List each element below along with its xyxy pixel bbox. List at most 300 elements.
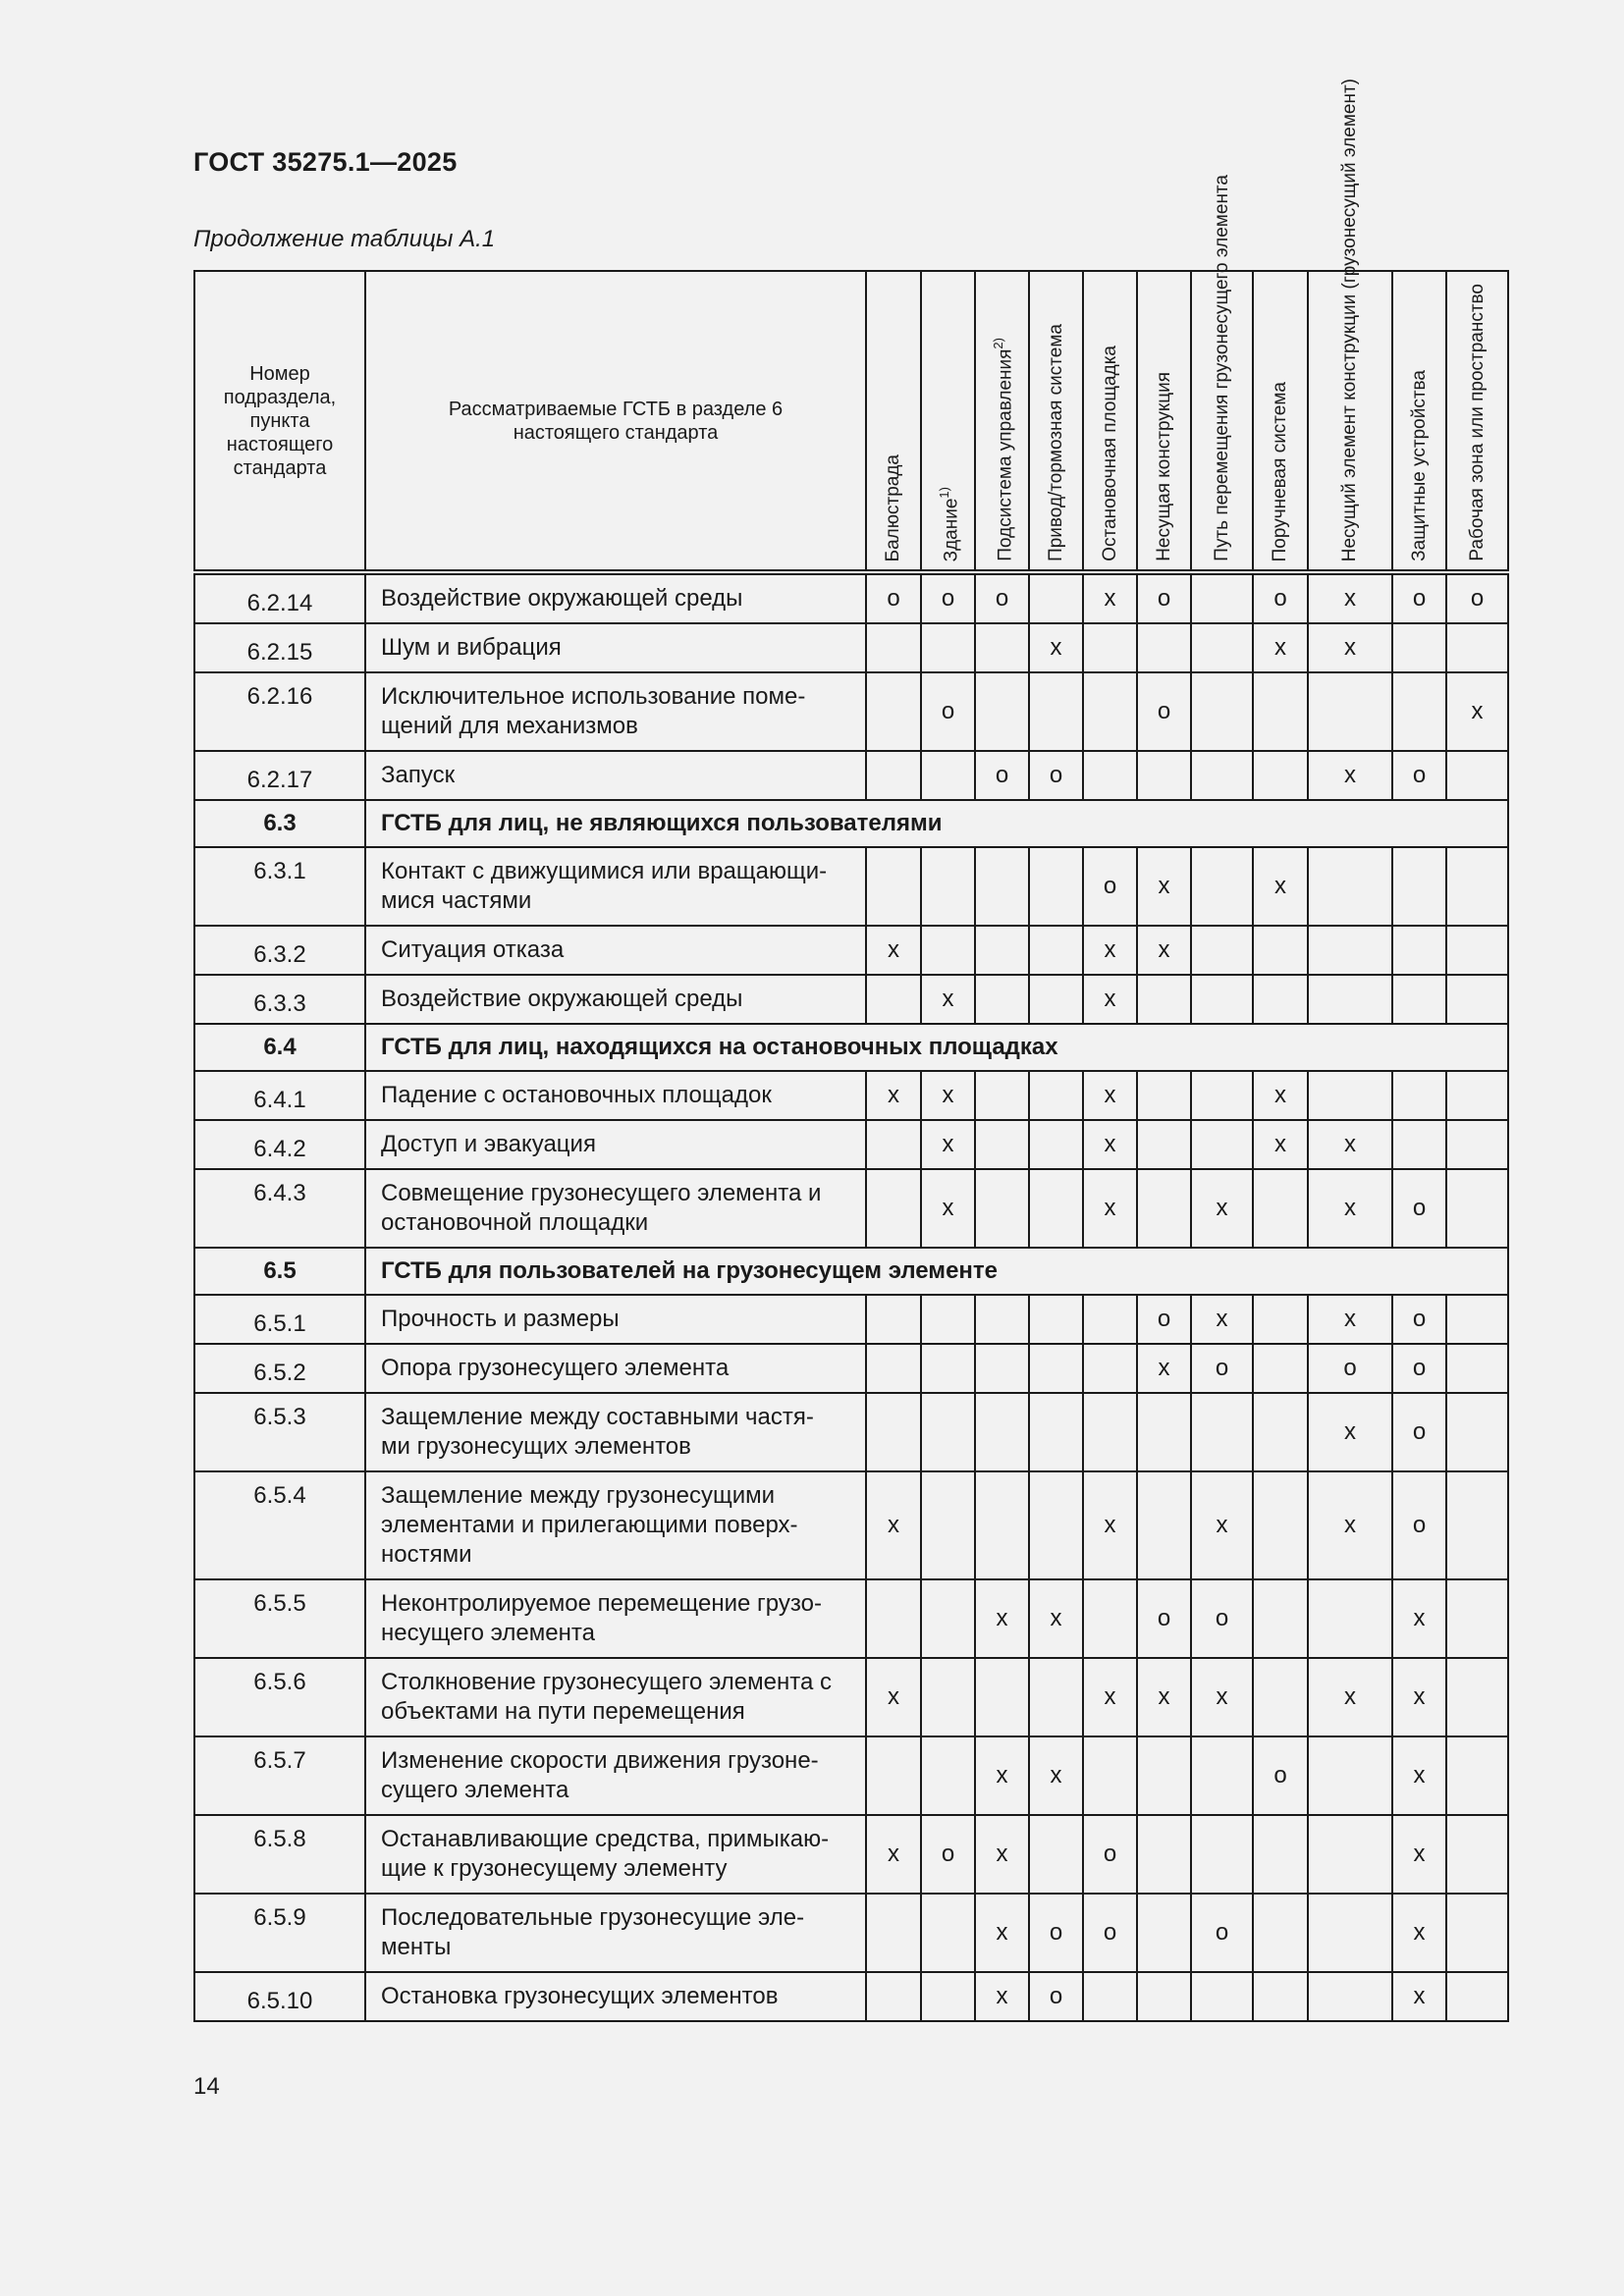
mark-cell: х <box>1392 1736 1446 1815</box>
table-row <box>194 1344 1508 1393</box>
mark-cell: х <box>1029 1579 1083 1658</box>
column-header-label: Здание <box>941 498 962 561</box>
mark-cell <box>1392 975 1446 1024</box>
mark-cell <box>1083 1295 1137 1344</box>
mark-cell: о <box>1392 572 1446 623</box>
mark-cell <box>1446 1169 1508 1248</box>
mark-cell <box>1308 1972 1392 2021</box>
mark-cell <box>1191 1815 1253 1894</box>
mark-cell <box>1392 926 1446 975</box>
mark-cell <box>1446 1579 1508 1658</box>
column-header-component <box>1308 78 1392 572</box>
column-header-component <box>1083 271 1137 572</box>
table-row <box>194 847 1508 926</box>
mark-cell: х <box>921 1169 975 1248</box>
mark-cell: х <box>1083 1658 1137 1736</box>
mark-cell: х <box>1392 1815 1446 1894</box>
table-row <box>194 1815 1508 1894</box>
mark-cell <box>921 1344 975 1393</box>
hazard-description: Останавливающие средства, примыкаю- щие к грузонесущему элементу <box>365 1815 866 1894</box>
mark-cell: х <box>866 1071 921 1120</box>
row-number: 6.4.2 <box>194 1120 365 1169</box>
mark-cell: х <box>975 1579 1029 1658</box>
hazard-description: Шум и вибрация <box>365 623 866 672</box>
mark-cell <box>921 926 975 975</box>
mark-cell <box>866 623 921 672</box>
mark-cell: х <box>1308 1393 1392 1471</box>
mark-cell: о <box>1392 1344 1446 1393</box>
mark-cell <box>1029 847 1083 926</box>
mark-cell <box>1191 926 1253 975</box>
mark-cell <box>1308 926 1392 975</box>
table-row <box>194 1471 1508 1579</box>
row-number: 6.2.16 <box>194 672 365 751</box>
mark-cell <box>921 1894 975 1972</box>
column-header-component <box>1253 271 1308 572</box>
table-row <box>194 1579 1508 1658</box>
mark-cell: о <box>1253 572 1308 623</box>
mark-cell <box>1191 751 1253 800</box>
mark-cell <box>866 847 921 926</box>
mark-cell: х <box>975 1815 1029 1894</box>
mark-cell: х <box>866 1471 921 1579</box>
mark-cell: о <box>1029 1894 1083 1972</box>
mark-cell: х <box>1029 1736 1083 1815</box>
mark-cell <box>975 672 1029 751</box>
mark-cell <box>921 1658 975 1736</box>
mark-cell: о <box>1392 1295 1446 1344</box>
mark-cell <box>1446 1972 1508 2021</box>
mark-cell: х <box>1191 1471 1253 1579</box>
mark-cell: о <box>1392 1393 1446 1471</box>
mark-cell <box>866 1579 921 1658</box>
section-title: ГСТБ для лиц, не являющихся пользователями <box>365 800 1508 847</box>
mark-cell: о <box>1191 1344 1253 1393</box>
mark-cell <box>1191 1071 1253 1120</box>
mark-cell: о <box>1083 847 1137 926</box>
mark-cell <box>1029 1393 1083 1471</box>
footnote-marker: 1) <box>936 486 951 499</box>
mark-cell <box>866 1169 921 1248</box>
mark-cell: о <box>1392 751 1446 800</box>
mark-cell: х <box>1308 1658 1392 1736</box>
mark-cell <box>1083 1393 1137 1471</box>
mark-cell <box>921 1471 975 1579</box>
mark-cell: х <box>1083 926 1137 975</box>
mark-cell <box>1446 926 1508 975</box>
mark-cell: х <box>1392 1894 1446 1972</box>
mark-cell: х <box>921 1071 975 1120</box>
mark-cell <box>1029 926 1083 975</box>
row-number: 6.3.2 <box>194 926 365 975</box>
mark-cell <box>1253 1169 1308 1248</box>
mark-cell <box>866 1894 921 1972</box>
hazard-description: Защемление между составными частя- ми грузонесущих элементов <box>365 1393 866 1471</box>
row-number: 6.5.9 <box>194 1894 365 1972</box>
mark-cell <box>1083 751 1137 800</box>
mark-cell <box>1308 1579 1392 1658</box>
mark-cell <box>866 1295 921 1344</box>
hazard-description: Падение с остановочных площадок <box>365 1071 866 1120</box>
mark-cell <box>921 1393 975 1471</box>
column-header-label: Защитные устройства <box>1408 370 1430 561</box>
column-header-hazard: Рассматриваемые ГСТБ в разделе 6 настоящего стандарта <box>365 271 866 572</box>
column-header-label: Подсистема управления <box>995 348 1016 561</box>
mark-cell: х <box>1191 1658 1253 1736</box>
mark-cell <box>1029 572 1083 623</box>
mark-cell <box>866 751 921 800</box>
mark-cell <box>1253 1471 1308 1579</box>
mark-cell <box>1191 1972 1253 2021</box>
mark-cell <box>1191 672 1253 751</box>
mark-cell <box>1253 1393 1308 1471</box>
mark-cell: х <box>1253 847 1308 926</box>
column-header-label: Балюстрада <box>883 454 903 561</box>
mark-cell: х <box>866 926 921 975</box>
mark-cell <box>1137 1471 1191 1579</box>
mark-cell <box>975 1471 1029 1579</box>
mark-cell <box>1137 1894 1191 1972</box>
mark-cell: х <box>1083 975 1137 1024</box>
column-header-label: Несущая конструкция <box>1153 372 1174 561</box>
mark-cell <box>1446 1344 1508 1393</box>
mark-cell <box>1446 847 1508 926</box>
mark-cell <box>1446 1471 1508 1579</box>
mark-cell <box>1253 926 1308 975</box>
mark-cell: х <box>1083 1071 1137 1120</box>
column-header-label: Привод/тормозная система <box>1045 324 1066 561</box>
mark-cell: о <box>1137 1295 1191 1344</box>
column-header-label: Путь перемещения грузонесущего элемента <box>1211 175 1232 561</box>
mark-cell: о <box>1392 1471 1446 1579</box>
mark-cell: х <box>921 1120 975 1169</box>
mark-cell: о <box>1029 751 1083 800</box>
mark-cell <box>1083 1579 1137 1658</box>
mark-cell <box>1308 1071 1392 1120</box>
mark-cell: о <box>1308 1344 1392 1393</box>
mark-cell: х <box>1137 1344 1191 1393</box>
mark-cell <box>1392 847 1446 926</box>
column-header-component <box>1446 271 1508 572</box>
table-row <box>194 1894 1508 1972</box>
mark-cell: о <box>975 572 1029 623</box>
mark-cell <box>1392 623 1446 672</box>
hazard-description: Запуск <box>365 751 866 800</box>
mark-cell <box>1191 1736 1253 1815</box>
section-number: 6.5 <box>194 1248 365 1295</box>
mark-cell: х <box>1083 1120 1137 1169</box>
mark-cell <box>1137 1972 1191 2021</box>
mark-cell <box>1029 1169 1083 1248</box>
column-header-component <box>1137 271 1191 572</box>
mark-cell: х <box>1392 1972 1446 2021</box>
mark-cell <box>1191 1120 1253 1169</box>
row-number: 6.5.3 <box>194 1393 365 1471</box>
section-number: 6.3 <box>194 800 365 847</box>
mark-cell <box>1137 975 1191 1024</box>
mark-cell <box>1308 975 1392 1024</box>
mark-cell <box>1446 1658 1508 1736</box>
section-row <box>194 800 1508 847</box>
mark-cell: о <box>1029 1972 1083 2021</box>
mark-cell: х <box>1308 1120 1392 1169</box>
mark-cell <box>921 1972 975 2021</box>
mark-cell: х <box>1029 623 1083 672</box>
section-title: ГСТБ для лиц, находящихся на остановочных площадках <box>365 1024 1508 1071</box>
column-header-number: Номер подраздела, пункта настоящего стандарта <box>194 271 365 572</box>
mark-cell <box>1308 1815 1392 1894</box>
mark-cell <box>1253 1579 1308 1658</box>
mark-cell <box>921 1579 975 1658</box>
row-number: 6.5.10 <box>194 1972 365 2021</box>
hazard-description: Ситуация отказа <box>365 926 866 975</box>
mark-cell <box>1029 1344 1083 1393</box>
hazard-description: Изменение скорости движения грузоне- сущего элемента <box>365 1736 866 1815</box>
table-row <box>194 751 1508 800</box>
mark-cell <box>1191 1393 1253 1471</box>
mark-cell: х <box>1308 623 1392 672</box>
mark-cell: о <box>1137 572 1191 623</box>
mark-cell: х <box>1308 1169 1392 1248</box>
mark-cell: х <box>866 1815 921 1894</box>
hazard-description: Опора грузонесущего элемента <box>365 1344 866 1393</box>
row-number: 6.5.1 <box>194 1295 365 1344</box>
column-header-component <box>1029 271 1083 572</box>
mark-cell <box>866 1344 921 1393</box>
footnote-marker: 2) <box>990 338 1005 349</box>
mark-cell <box>1191 847 1253 926</box>
hazard-description: Контакт с движущимися или вращающи- мися частями <box>365 847 866 926</box>
document-title: ГОСТ 35275.1—2025 <box>193 147 458 177</box>
column-header-label: Несущий элемент конструкции (грузонесущий элемент) <box>1339 78 1360 561</box>
mark-cell <box>1191 572 1253 623</box>
mark-cell <box>1083 1972 1137 2021</box>
mark-cell <box>1446 623 1508 672</box>
mark-cell <box>1029 1471 1083 1579</box>
mark-cell <box>866 672 921 751</box>
mark-cell <box>1253 1658 1308 1736</box>
mark-cell: х <box>975 1736 1029 1815</box>
mark-cell <box>1446 1120 1508 1169</box>
column-header-label: Поручневая система <box>1270 381 1290 561</box>
mark-cell <box>1083 623 1137 672</box>
mark-cell <box>1253 751 1308 800</box>
mark-cell: х <box>975 1894 1029 1972</box>
mark-cell <box>1083 672 1137 751</box>
mark-cell: о <box>1137 1579 1191 1658</box>
column-header-component <box>1191 175 1253 572</box>
section-title: ГСТБ для пользователей на грузонесущем элементе <box>365 1248 1508 1295</box>
mark-cell: х <box>1083 572 1137 623</box>
table-row <box>194 926 1508 975</box>
section-number: 6.4 <box>194 1024 365 1071</box>
mark-cell: х <box>1446 672 1508 751</box>
mark-cell <box>1446 1393 1508 1471</box>
column-header-label: Рабочая зона или пространство <box>1466 284 1488 561</box>
table-row <box>194 1736 1508 1815</box>
mark-cell: о <box>1137 672 1191 751</box>
table-row <box>194 1169 1508 1248</box>
mark-cell: х <box>1191 1169 1253 1248</box>
mark-cell: х <box>1308 1295 1392 1344</box>
hazard-description: Доступ и эвакуация <box>365 1120 866 1169</box>
mark-cell: х <box>1253 1071 1308 1120</box>
table-row <box>194 975 1508 1024</box>
mark-cell <box>866 1736 921 1815</box>
mark-cell: х <box>921 975 975 1024</box>
column-header-component <box>975 271 1029 572</box>
mark-cell: х <box>866 1658 921 1736</box>
mark-cell: х <box>1137 847 1191 926</box>
row-number: 6.5.2 <box>194 1344 365 1393</box>
mark-cell <box>1083 1344 1137 1393</box>
mark-cell <box>975 975 1029 1024</box>
mark-cell <box>1392 672 1446 751</box>
table-row <box>194 1393 1508 1471</box>
mark-cell: х <box>1392 1658 1446 1736</box>
row-number: 6.5.6 <box>194 1658 365 1736</box>
mark-cell: х <box>1191 1295 1253 1344</box>
hazard-description: Воздействие окружающей среды <box>365 975 866 1024</box>
mark-cell: о <box>921 1815 975 1894</box>
mark-cell <box>1253 1894 1308 1972</box>
mark-cell: х <box>1137 926 1191 975</box>
mark-cell: о <box>1446 572 1508 623</box>
mark-cell <box>1446 1736 1508 1815</box>
mark-cell <box>1029 975 1083 1024</box>
mark-cell <box>921 847 975 926</box>
mark-cell <box>921 1736 975 1815</box>
mark-cell <box>866 975 921 1024</box>
mark-cell <box>1446 1295 1508 1344</box>
row-number: 6.4.1 <box>194 1071 365 1120</box>
mark-cell: о <box>866 572 921 623</box>
mark-cell <box>1137 1393 1191 1471</box>
mark-cell <box>1137 1071 1191 1120</box>
row-number: 6.3.3 <box>194 975 365 1024</box>
mark-cell <box>975 1295 1029 1344</box>
column-header-component <box>866 271 921 572</box>
mark-cell <box>1392 1120 1446 1169</box>
mark-cell: о <box>1083 1894 1137 1972</box>
mark-cell: о <box>1191 1894 1253 1972</box>
mark-cell: х <box>1253 1120 1308 1169</box>
hazard-description: Воздействие окружающей среды <box>365 572 866 623</box>
row-number: 6.5.5 <box>194 1579 365 1658</box>
mark-cell <box>1446 975 1508 1024</box>
table-row <box>194 1295 1508 1344</box>
mark-cell <box>866 1120 921 1169</box>
mark-cell <box>1308 1894 1392 1972</box>
mark-cell <box>1137 1736 1191 1815</box>
mark-cell: х <box>1392 1579 1446 1658</box>
mark-cell <box>1029 1658 1083 1736</box>
hazard-description: Остановка грузонесущих элементов <box>365 1972 866 2021</box>
mark-cell <box>1137 1169 1191 1248</box>
mark-cell <box>1137 751 1191 800</box>
mark-cell <box>975 1393 1029 1471</box>
mark-cell: х <box>975 1972 1029 2021</box>
column-header-label: Остановочная площадка <box>1099 346 1120 561</box>
mark-cell: о <box>1392 1169 1446 1248</box>
mark-cell <box>1253 1815 1308 1894</box>
mark-cell <box>975 1071 1029 1120</box>
mark-cell <box>1308 847 1392 926</box>
mark-cell: х <box>1137 1658 1191 1736</box>
mark-cell <box>1029 1295 1083 1344</box>
row-number: 6.3.1 <box>194 847 365 926</box>
mark-cell <box>975 926 1029 975</box>
mark-cell <box>1191 623 1253 672</box>
mark-cell <box>975 847 1029 926</box>
mark-cell: х <box>1083 1169 1137 1248</box>
hazard-description: Защемление между грузонесущими элементами и прилегающими поверх- ностями <box>365 1471 866 1579</box>
mark-cell: о <box>921 672 975 751</box>
mark-cell <box>1253 672 1308 751</box>
mark-cell: о <box>975 751 1029 800</box>
mark-cell <box>975 623 1029 672</box>
mark-cell <box>921 1295 975 1344</box>
mark-cell <box>1029 672 1083 751</box>
mark-cell <box>975 1658 1029 1736</box>
mark-cell <box>866 1393 921 1471</box>
mark-cell <box>1308 1736 1392 1815</box>
mark-cell <box>1446 1894 1508 1972</box>
mark-cell <box>1253 1295 1308 1344</box>
column-header-component <box>921 271 975 572</box>
mark-cell <box>1191 975 1253 1024</box>
header-row <box>194 271 1508 572</box>
mark-cell: х <box>1308 751 1392 800</box>
mark-cell <box>866 1972 921 2021</box>
mark-cell <box>921 751 975 800</box>
mark-cell <box>921 623 975 672</box>
mark-cell <box>1253 1344 1308 1393</box>
mark-cell: о <box>1253 1736 1308 1815</box>
mark-cell: х <box>1308 1471 1392 1579</box>
mark-cell <box>1137 1120 1191 1169</box>
mark-cell: х <box>1253 623 1308 672</box>
mark-cell <box>1137 623 1191 672</box>
hazard-description: Исключительное использование поме- щений для механизмов <box>365 672 866 751</box>
mark-cell <box>1253 1972 1308 2021</box>
mark-cell <box>1029 1120 1083 1169</box>
hazard-description: Столкновение грузонесущего элемента с объектами на пути перемещения <box>365 1658 866 1736</box>
mark-cell <box>1137 1815 1191 1894</box>
mark-cell: х <box>1083 1471 1137 1579</box>
hazard-description: Неконтролируемое перемещение грузо- несущего элемента <box>365 1579 866 1658</box>
mark-cell: о <box>1083 1815 1137 1894</box>
mark-cell: о <box>1191 1579 1253 1658</box>
mark-cell <box>1253 975 1308 1024</box>
table-caption: Продолжение таблицы А.1 <box>193 226 496 252</box>
mark-cell <box>975 1120 1029 1169</box>
mark-cell <box>1446 751 1508 800</box>
mark-cell <box>1029 1071 1083 1120</box>
row-number: 6.4.3 <box>194 1169 365 1248</box>
mark-cell <box>1446 1071 1508 1120</box>
mark-cell: х <box>1308 572 1392 623</box>
mark-cell <box>1308 672 1392 751</box>
mark-cell <box>1392 1071 1446 1120</box>
table-row <box>194 1071 1508 1120</box>
section-row <box>194 1248 1508 1295</box>
hazard-description: Прочность и размеры <box>365 1295 866 1344</box>
table-row <box>194 672 1508 751</box>
mark-cell: о <box>921 572 975 623</box>
mark-cell <box>975 1344 1029 1393</box>
column-header-component <box>1392 271 1446 572</box>
